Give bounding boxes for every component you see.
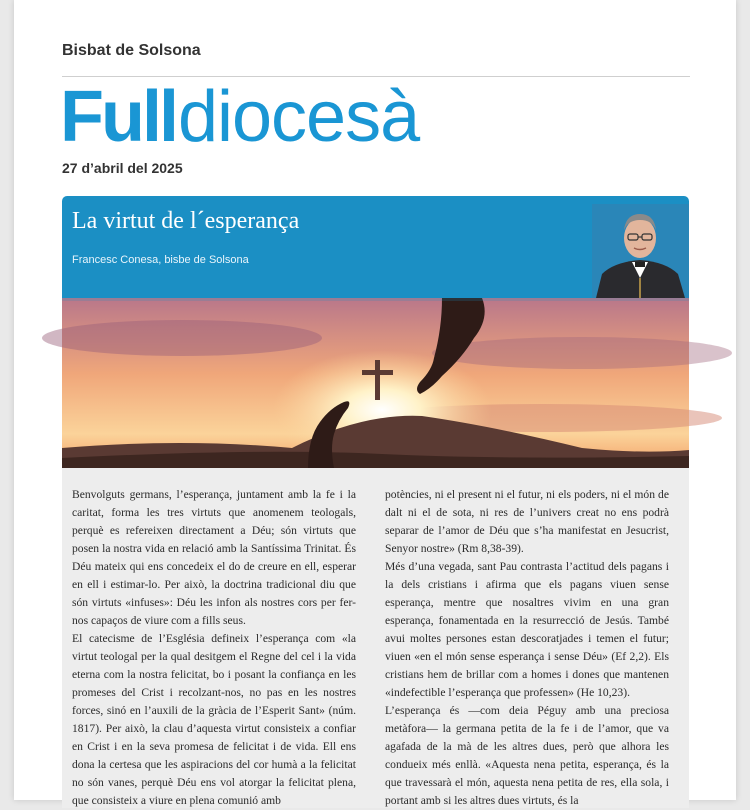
article-column-left	[72, 486, 356, 810]
article-body	[62, 468, 689, 808]
hero-image	[62, 298, 689, 468]
diocese-name: Bisbat de Solsona	[62, 42, 201, 59]
paragraph: Benvolguts germans, l’esperança, juntament amb la fe i la caritat, forma les tres virtuts que anomenem teologals, perquè es refereixen directament a Déu; són virtuts que posen la nostra vida en relació amb la Santíssima Trinitat. És Déu mateix qui ens concedeix el do de creure en ell, esperar en ell i estimar-lo. Per això, la doctrina tradicional diu que són virtuts «infuses»: Déu les infon als nostres cors per fer-nos capaços de viure com a fills seus.	[72, 488, 356, 627]
article-title: La virtut de l´esperança	[72, 208, 300, 234]
masthead-logo	[60, 78, 419, 156]
paragraph: Més d’una vegada, sant Pau contrasta l’actitud dels pagans i la dels cristians i afirma que els pagans viuen sense esperança, mentre que nosaltres vivim en una gran esperança, fonamentada en la resurrecció de Jesús. També avui moltes persones estan descoratjades i temen el futur; viuen «en el món sense esperança i sense Déu» (Ef 2,2). Els cristians hem de brillar com a homes i dones que mantenen «indefectible l’esperança que professen» (He 10,23).	[385, 560, 669, 699]
masthead-bold: Full	[60, 77, 176, 157]
issue-date: 27 d’abril del 2025	[62, 160, 183, 176]
article-column-right	[385, 486, 669, 810]
portrait-illustration	[592, 204, 689, 298]
article-title-bar	[62, 196, 689, 298]
masthead-light: diocesà	[177, 77, 420, 157]
article-author: Francesc Conesa, bisbe de Solsona	[72, 254, 249, 266]
sunset-cross-illustration	[62, 298, 689, 468]
author-portrait	[592, 204, 689, 298]
paragraph: El catecisme de l’Església defineix l’esperança com «la virtut teologal per la qual desitgem el Regne del cel i la vida eterna com la nostra felicitat, bo i posant la confiança en les promeses del Crist i recolzant-nos, no pas en les nostres forces, sinó en l’auxili de la gràcia de l’Esperit Sant» (núm. 1817). Per això, la clau d’aquesta virtut consisteix a confiar en Crist i en la seva promesa de felicitat i de vida. Ell ens dona la certesa que les aspiracions del cor humà a la felicitat no són vanes, perquè Déu ens vol atorgar la felicitat plena, que consisteix a viure en plena comunió amb	[72, 632, 356, 807]
newsletter-page	[14, 0, 736, 807]
paragraph: L’esperança és —com deia Péguy amb una preciosa metàfora— la germana petita de la fe i de l’amor, que va agafada de la mà de les altres dues, però que alhora les condueix més enllà. «Aquesta nena petita, esperança, és la que travessarà el món, aquesta nena petita de res, ella sola, i portant amb si les altres dues virtuts, és la	[385, 704, 669, 807]
paragraph: potències, ni el present ni el futur, ni els poders, ni el món de dalt ni el de sota, ni res de l’univers creat no ens podrà separar de l’amor de Déu que s’ha manifestat en Jesucrist, Senyor nostre» (Rm 8,38-39).	[385, 488, 669, 555]
